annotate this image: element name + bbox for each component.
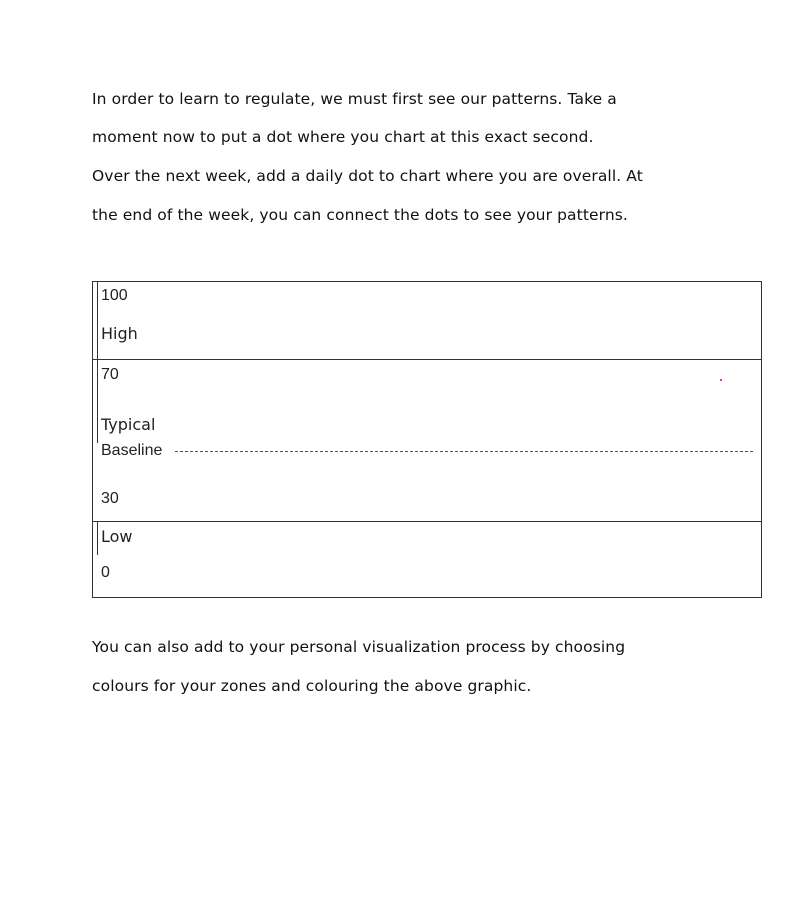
intro-line: the end of the week, you can connect the dots to see your patterns. [92, 206, 628, 224]
baseline-dashed-line [175, 451, 753, 452]
intro-line: moment now to put a dot where you chart at this exact second. [92, 128, 594, 146]
zone-high [93, 282, 761, 359]
value-0-label: 0 [101, 564, 110, 581]
regulation-zones-chart [92, 281, 762, 598]
zone-low-label: Low [101, 527, 133, 546]
zone-high-label: High [101, 324, 138, 343]
value-70-label: 70 [101, 366, 119, 383]
zone-left-rule [97, 522, 98, 555]
outro-line: colours for your zones and colouring the above graphic. [92, 677, 532, 695]
marked-dot [720, 379, 722, 381]
zone-left-rule [97, 282, 98, 359]
outro-line: You can also add to your personal visualization process by choosing [92, 638, 626, 656]
zone-typical [93, 359, 761, 522]
intro-line: Over the next week, add a daily dot to chart where you are overall. At [92, 167, 643, 185]
value-30-label: 30 [101, 490, 119, 507]
zone-low [93, 521, 761, 599]
zone-typical-label: Typical [101, 415, 156, 434]
zone-left-rule [97, 360, 98, 443]
intro-line: In order to learn to regulate, we must first see our patterns. Take a [92, 90, 617, 108]
value-100-label: 100 [101, 287, 128, 304]
baseline-label: Baseline [101, 442, 163, 459]
